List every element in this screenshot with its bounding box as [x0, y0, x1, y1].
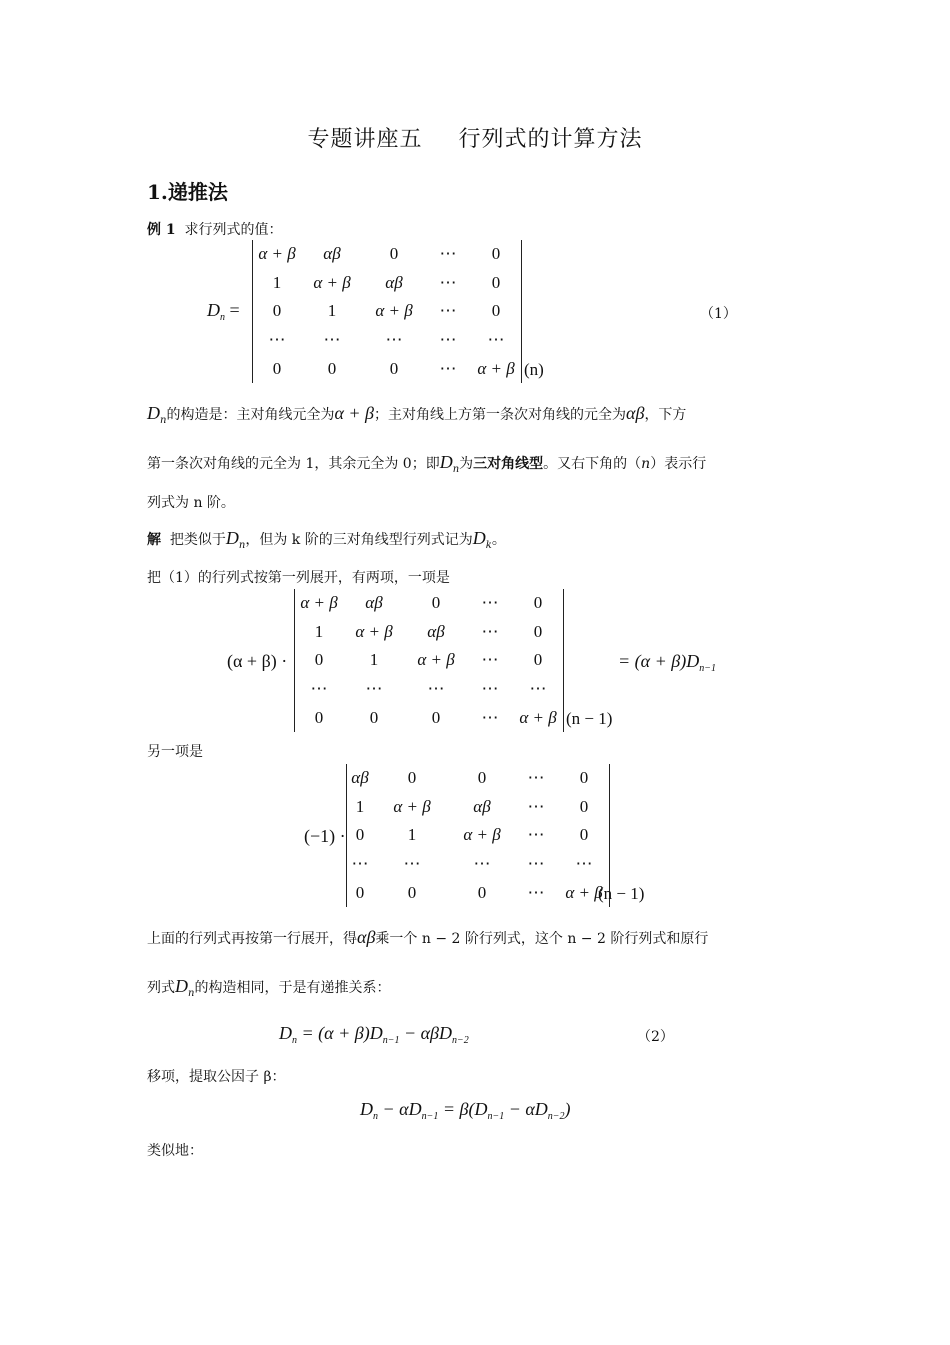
matrix-cell: ⋯ — [439, 330, 457, 350]
matrix-cell: αβ — [323, 244, 341, 264]
desc-text: 第一条次对角线的元全为 1，其余元全为 0；即 — [147, 456, 440, 472]
dn-inline-sub: n — [160, 415, 167, 426]
para2-text: 的构造相同，于是有递推关系： — [194, 980, 391, 996]
desc-line-2 — [147, 452, 706, 475]
matrix-cell: ⋯ — [487, 330, 505, 350]
desc-line-3: 列式为 n 阶。 — [147, 495, 235, 511]
title-part2: 行列式的计算方法 — [458, 127, 643, 152]
example-line — [147, 219, 283, 239]
matrix-row — [347, 821, 609, 850]
matrix-row — [253, 269, 521, 298]
matrix-cell: 0 — [355, 825, 365, 845]
determinant-3 — [346, 764, 610, 907]
desc-math: αβ — [626, 403, 645, 423]
matrix-cell: ⋯ — [527, 796, 545, 816]
matrix-cell: ⋯ — [527, 882, 545, 902]
matrix-cell: ⋯ — [481, 621, 499, 641]
matrix-row — [253, 354, 521, 383]
dk-inline: D — [472, 528, 486, 548]
dn-inline: D — [439, 452, 453, 472]
matrix-cell: 0 — [533, 621, 543, 641]
matrix-cell: ⋯ — [439, 272, 457, 292]
matrix-cell: αβ — [473, 796, 491, 816]
eq3-part: = β(D — [438, 1099, 488, 1119]
solution-text: 。 — [491, 532, 506, 548]
matrix-cell: 0 — [533, 593, 543, 613]
matrix-cell: α + β — [300, 593, 338, 613]
matrix-row — [253, 240, 521, 269]
matrix-cell: 0 — [477, 768, 487, 788]
para2-line-1 — [147, 927, 708, 948]
matrix-cell: α + β — [258, 244, 296, 264]
matrix-row — [295, 675, 563, 704]
matrix-cell: ⋯ — [403, 854, 421, 874]
matrix-cell: ⋯ — [439, 244, 457, 264]
matrix-cell: 1 — [272, 272, 282, 292]
matrix-cell: α + β — [417, 650, 455, 670]
dn-sub: n — [220, 312, 225, 323]
eq2-part: − αβD — [399, 1023, 453, 1043]
dn-inline-sub: n — [188, 988, 195, 999]
eq2-sub: n−1 — [382, 1035, 400, 1046]
matrix-cell: ⋯ — [481, 593, 499, 613]
eq3-sub: n−2 — [547, 1111, 565, 1122]
matrix-cell: 0 — [477, 882, 487, 902]
matrix-cell: 1 — [327, 301, 337, 321]
matrix-cell: α + β — [313, 272, 351, 292]
matrix-row — [347, 793, 609, 822]
matrix-cell: ⋯ — [439, 301, 457, 321]
matrix-cell: ⋯ — [439, 358, 457, 378]
eq2-part: D — [279, 1023, 292, 1043]
matrix-cell: 1 — [355, 796, 365, 816]
determinant-1 — [252, 240, 522, 383]
dn-label: $D_n$ = — [207, 300, 240, 323]
matrix-cell: αβ — [385, 272, 403, 292]
matrix-row — [253, 326, 521, 355]
shift-text: 移项，提取公因子 β： — [147, 1069, 286, 1085]
matrix-cell: ⋯ — [365, 679, 383, 699]
eq3-part: ) — [564, 1099, 571, 1119]
matrix-cell: ⋯ — [481, 650, 499, 670]
matrix-row — [347, 878, 609, 907]
similar-text: 类似地： — [147, 1143, 203, 1159]
term1-prefix: (α + β) · — [227, 651, 288, 671]
matrix-cell: 1 — [314, 621, 324, 641]
matrix-cell: ⋯ — [268, 330, 286, 350]
equation-2 — [279, 1023, 469, 1046]
section-heading: 1.递推法 — [147, 180, 228, 204]
matrix-cell: ⋯ — [481, 707, 499, 727]
matrix-row — [295, 618, 563, 647]
desc-math: α + β — [334, 403, 375, 423]
matrix-cell: ⋯ — [323, 330, 341, 350]
matrix-cell: 0 — [389, 244, 399, 264]
matrix-row — [347, 764, 609, 793]
eq2-sub: n−2 — [452, 1035, 469, 1046]
desc-line-1 — [147, 403, 686, 426]
dn-symbol: D — [207, 300, 220, 320]
dn-inline-sub: n — [238, 540, 246, 551]
matrix-row — [295, 703, 563, 732]
determinant-2 — [294, 589, 564, 732]
desc-text: ）表示行 — [650, 456, 707, 472]
term1-result-text: = (α + β)D — [618, 651, 700, 671]
term1-result — [618, 651, 716, 674]
matrix-cell: α + β — [463, 825, 501, 845]
matrix-cell: 0 — [314, 707, 324, 727]
matrix-cell: ⋯ — [473, 854, 491, 874]
matrix-cell: 0 — [431, 593, 441, 613]
matrix-cell: 0 — [355, 882, 365, 902]
dn-inline: D — [225, 528, 239, 548]
equation-3 — [360, 1099, 571, 1122]
matrix-cell: 0 — [272, 301, 282, 321]
matrix-cell: 1 — [369, 650, 379, 670]
matrix-cell: α + β — [393, 796, 431, 816]
det1-table — [253, 240, 521, 383]
dn-inline: D — [147, 403, 160, 423]
matrix-cell: α + β — [477, 358, 515, 378]
solution-text: ，但为 k 阶的三对角线型行列式记为 — [245, 532, 473, 548]
page-title — [0, 122, 950, 153]
eq3-sub: n−1 — [487, 1111, 505, 1122]
equation-number-2: （2） — [637, 1029, 674, 1045]
matrix-cell: 0 — [491, 244, 501, 264]
matrix-cell: ⋯ — [529, 679, 547, 699]
det1-order: (n) — [524, 360, 544, 379]
matrix-cell: 0 — [314, 650, 324, 670]
matrix-cell: ⋯ — [351, 854, 369, 874]
eq2-part: = (α + β)D — [297, 1023, 383, 1043]
matrix-cell: ⋯ — [527, 854, 545, 874]
det2-table — [295, 589, 563, 732]
matrix-cell: 0 — [431, 707, 441, 727]
matrix-cell: ⋯ — [481, 679, 499, 699]
example-label: 例 1 — [147, 222, 176, 238]
matrix-cell: 0 — [579, 768, 589, 788]
para2-text: 乘一个 n − 2 阶行列式，这个 n − 2 阶行列式和原行 — [375, 931, 709, 947]
solution-label: 解 — [147, 532, 161, 548]
matrix-cell: 0 — [327, 358, 337, 378]
matrix-cell: 0 — [533, 650, 543, 670]
matrix-cell: 0 — [491, 301, 501, 321]
eq3-part: D — [360, 1099, 373, 1119]
matrix-cell: 0 — [491, 272, 501, 292]
matrix-cell: 1 — [407, 825, 417, 845]
solution-line — [147, 528, 506, 551]
matrix-cell: α + β — [519, 707, 557, 727]
matrix-cell: αβ — [365, 593, 383, 613]
dk-inline-sub: k — [485, 540, 492, 551]
eq3-part: − αD — [378, 1099, 422, 1119]
matrix-cell: 0 — [579, 796, 589, 816]
expand-text: 把（1）的行列式按第一列展开，有两项，一项是 — [147, 570, 450, 586]
matrix-cell: α + β — [565, 882, 603, 902]
matrix-cell: ⋯ — [575, 854, 593, 874]
matrix-row — [295, 589, 563, 618]
matrix-cell: ⋯ — [385, 330, 403, 350]
desc-bold: 三对角线型 — [473, 456, 544, 472]
eq3-sub: n−1 — [421, 1111, 439, 1122]
desc-n: n — [641, 456, 651, 472]
eq3-sub: n — [373, 1111, 378, 1122]
det3-order: (n − 1) — [598, 884, 645, 903]
matrix-cell: ⋯ — [427, 679, 445, 699]
matrix-cell: 0 — [407, 768, 417, 788]
matrix-cell: α + β — [375, 301, 413, 321]
para2-text: 上面的行列式再按第一行展开，得 — [147, 931, 357, 947]
title-part1: 专题讲座五 — [307, 127, 423, 152]
matrix-row — [295, 646, 563, 675]
matrix-cell: ⋯ — [527, 768, 545, 788]
eq2-sub: n — [292, 1035, 297, 1046]
matrix-cell: 0 — [272, 358, 282, 378]
dn-inline-sub: n — [452, 464, 460, 475]
term1-result-sub: n−1 — [699, 663, 716, 674]
matrix-cell: 0 — [369, 707, 379, 727]
para2-line-2 — [147, 976, 390, 999]
det2-order: (n − 1) — [566, 709, 613, 728]
matrix-cell: ⋯ — [527, 825, 545, 845]
matrix-cell: ⋯ — [310, 679, 328, 699]
other-term-text: 另一项是 — [147, 744, 203, 760]
para2-math: αβ — [357, 927, 376, 947]
solution-text: 把类似于 — [169, 532, 226, 548]
desc-text: 。又右下角的（ — [543, 456, 642, 472]
desc-text: ；主对角线上方第一条次对角线的元全为 — [374, 407, 627, 423]
para2-text: 列式 — [147, 980, 175, 996]
term2-prefix: (−1) · — [304, 826, 346, 846]
matrix-cell: 0 — [407, 882, 417, 902]
desc-text: 为 — [459, 456, 474, 472]
det3-table — [347, 764, 609, 907]
eq3-part: − αD — [504, 1099, 548, 1119]
matrix-cell: α + β — [355, 621, 393, 641]
matrix-row — [253, 297, 521, 326]
matrix-cell: 0 — [579, 825, 589, 845]
dn-inline: D — [175, 976, 188, 996]
equation-number-1: （1） — [700, 306, 737, 322]
desc-text: ，下方 — [644, 407, 687, 423]
matrix-cell: αβ — [427, 621, 445, 641]
example-text: 求行列式的值： — [184, 222, 283, 238]
matrix-cell: 0 — [389, 358, 399, 378]
matrix-row — [347, 850, 609, 879]
matrix-cell: αβ — [351, 768, 369, 788]
desc-text: 的构造是：主对角线元全为 — [166, 407, 335, 423]
